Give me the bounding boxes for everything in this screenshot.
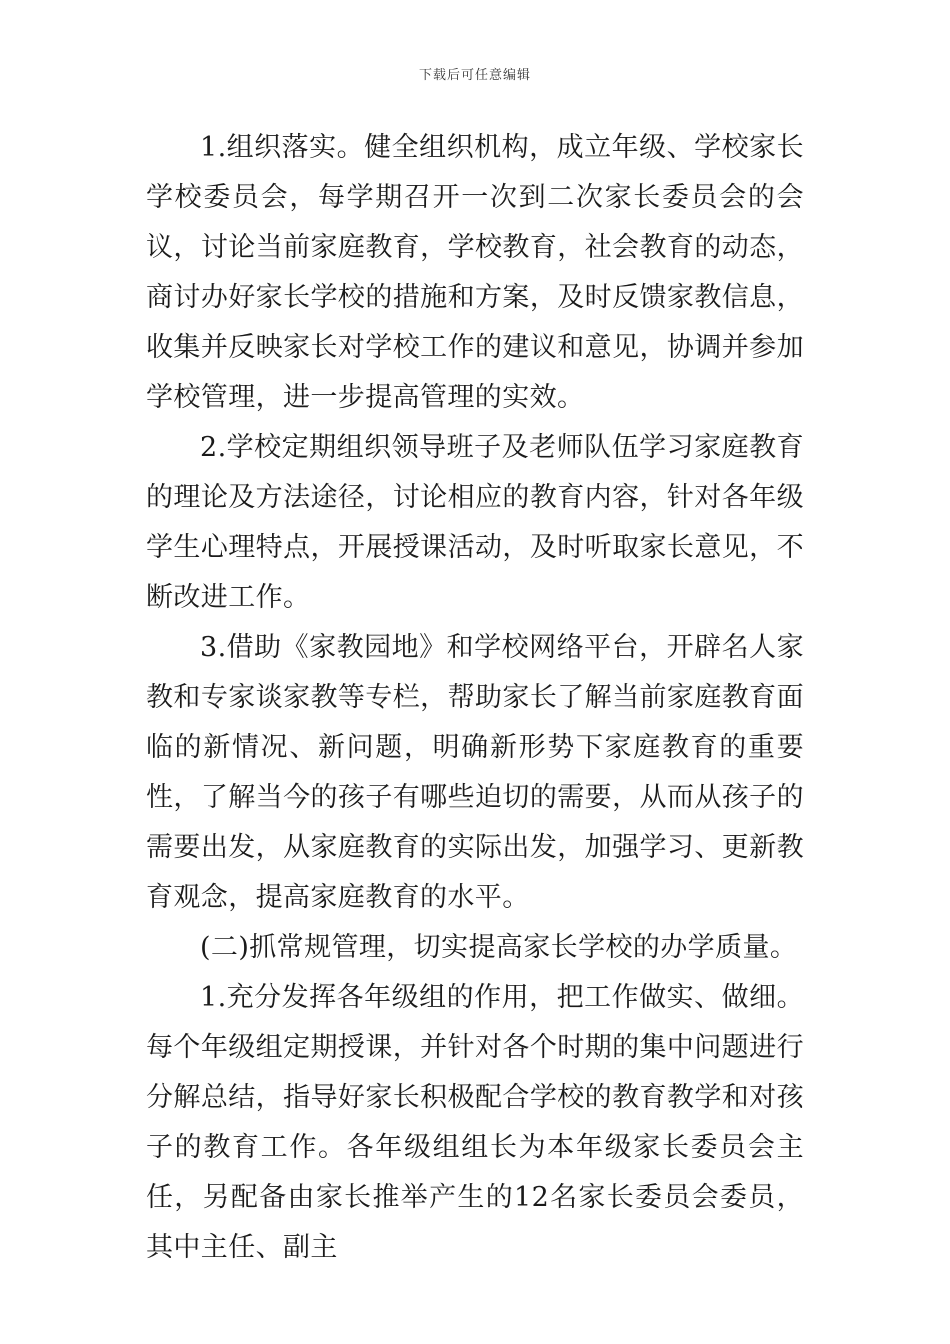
paragraph-study: 2.学校定期组织领导班子及老师队伍学习家庭教育的理论及方法途径，讨论相应的教育内容，针对各年级学生心理特点，开展授课活动，及时听取家长意见，不断改进工作。 <box>146 432 804 613</box>
paragraph-platform: 3.借助《家教园地》和学校网络平台，开辟名人家教和专家谈家教等专栏，帮助家长了解当前家庭教育面临的新情况、新问题，明确新形势下家庭教育的重要性，了解当今的孩子有哪些迫切的需要，从而从孩子的需要出发，从家庭教育的实际出发，加强学习、更新教育观念，提高家庭教育的水平。 <box>146 632 804 913</box>
paragraph-organization: 1.组织落实。健全组织机构，成立年级、学校家长学校委员会，每学期召开一次到二次家长委员会的会议，讨论当前家庭教育，学校教育，社会教育的动态，商讨办好家长学校的措施和方案，及时反馈家教信息，收集并反映家长对学校工作的建议和意见，协调并参加学校管理，进一步提高管理的实效。 <box>146 132 804 413</box>
document-body <box>146 123 804 1273</box>
page-header-note: 下载后可任意编辑 <box>418 68 531 83</box>
section-heading: (二)抓常规管理，切实提高家长学校的办学质量。 <box>200 932 798 963</box>
paragraph-grade-groups: 1.充分发挥各年级组的作用，把工作做实、做细。每个年级组定期授课，并针对各个时期的集中问题进行分解总结，指导好家长积极配合学校的教育教学和对孩子的教育工作。各年级组组长为本年级家长委员会主任，另配备由家长推举产生的12名家长委员会委员，其中主任、副主 <box>146 982 804 1263</box>
